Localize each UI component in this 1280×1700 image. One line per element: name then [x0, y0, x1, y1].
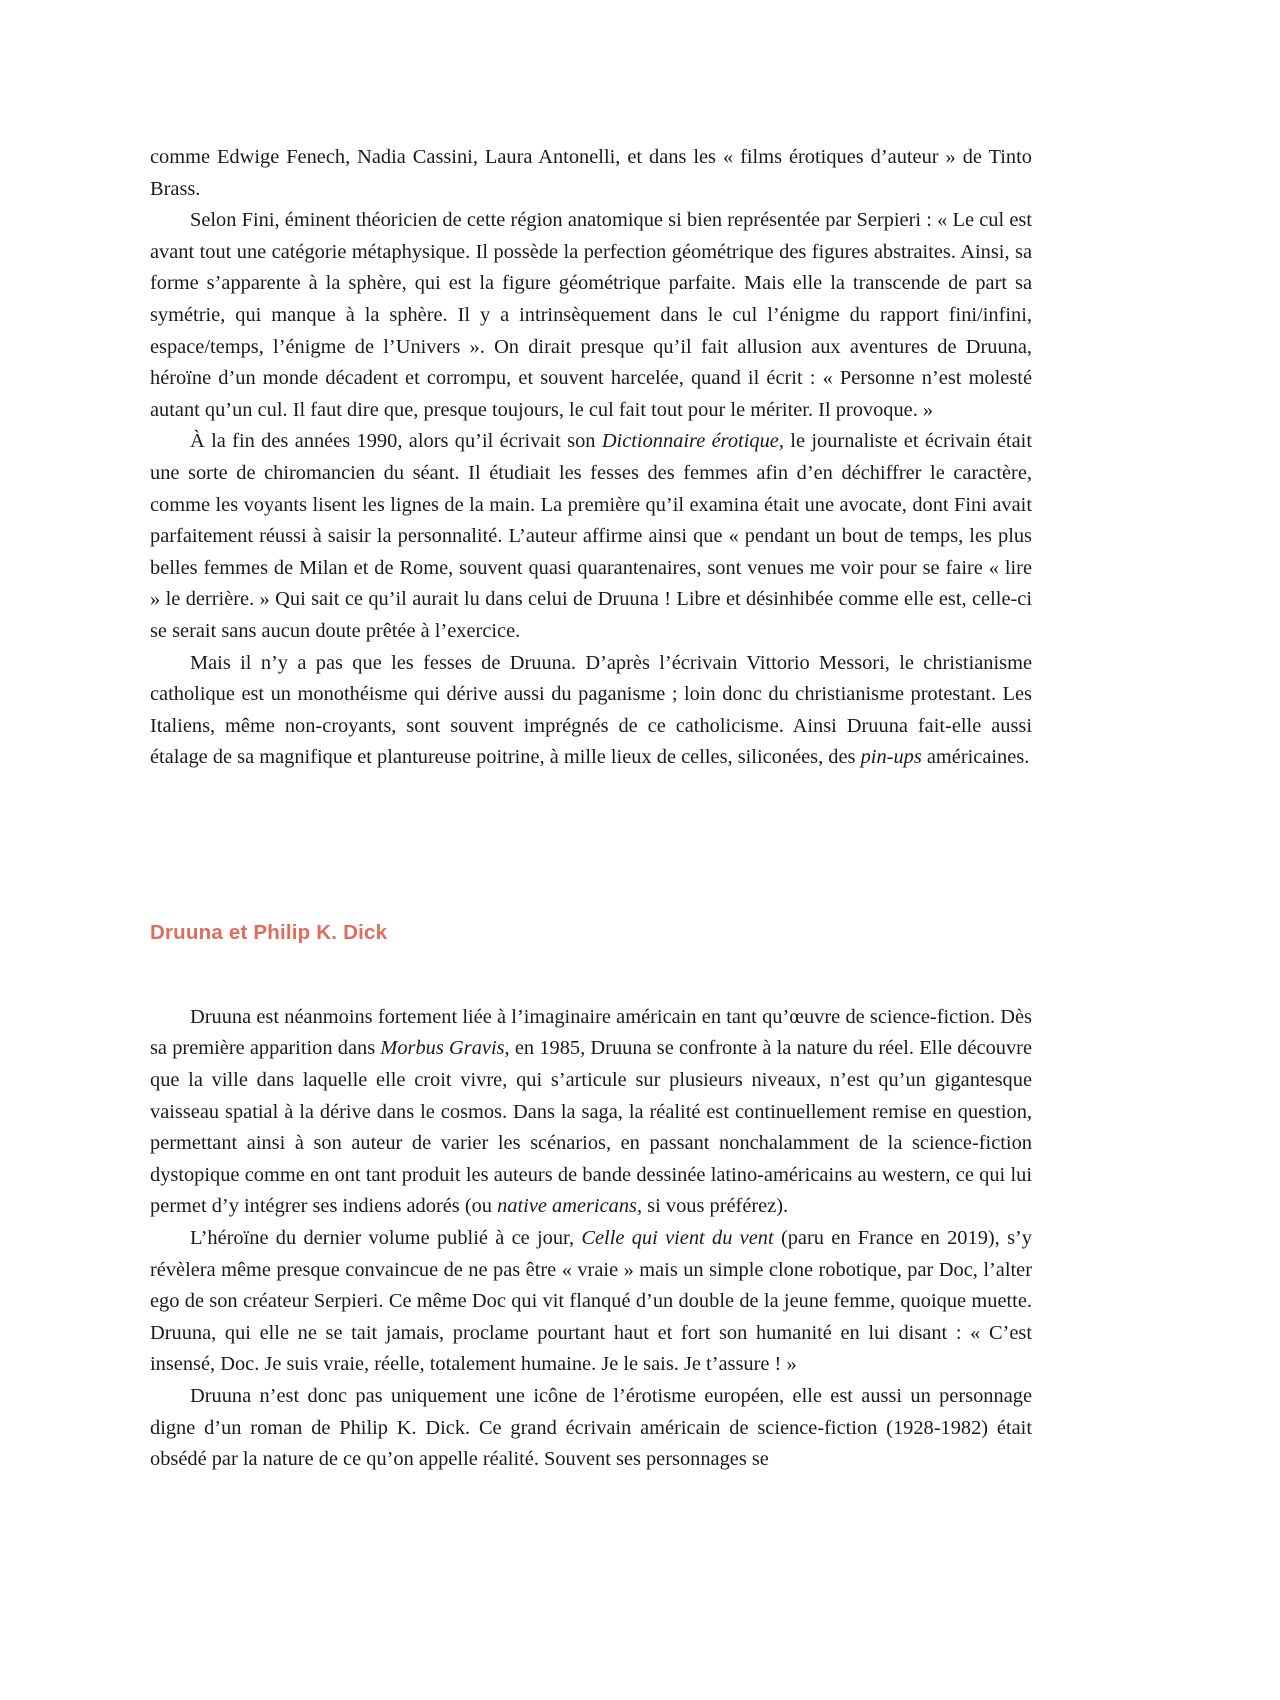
book-title-morbus-gravis: Morbus Gravis [380, 1037, 505, 1060]
book-title-dictionnaire-erotique: Dictionnaire érotique [601, 430, 779, 453]
text-column [150, 142, 1032, 1476]
paragraph-morbus-gravis [150, 1002, 1032, 1223]
text-run: Mais il n’y a pas que les fesses de Druuna. D’après l’écrivain Vittorio Messori, le christianisme catholique est un monothéisme qui dérive aussi du paganisme ; loin donc du christianisme protestant. Les Italiens, même non-croyants, sont souvent imprégnés de ce catholicisme. Ainsi Druuna fait-elle aussi étalage de sa magnifique et plantureuse poitrine, à mille lieux de celles, siliconées, des [150, 651, 1032, 769]
text-run: américaines. [921, 746, 1030, 769]
text-run: , en 1985, Druuna se confronte à la nature du réel. Elle découvre que la ville dans laquelle elle croit vivre, qui s’articule sur plusieurs niveaux, n’est qu’un gigantesque vaisseau spatial à la dérive dans le cosmos. Dans la saga, la réalité est continuellement remise en question, permettant ainsi à son auteur de varier les scénarios, en passant nonchalamment de la science-fiction dystopique comme en ont tant produit les auteurs de bande dessinée latino-américains au western, ce qui lui permet d’y intégrer ses indiens adorés (ou [150, 1037, 1032, 1218]
italic-term-native-americans: native americans [497, 1195, 637, 1218]
text-run: (paru en France en 2019), s’y révèlera même presque convaincue de ne pas être « vraie » mais un simple clone robotique, par Doc, l’alter ego de son créateur Serpieri. Ce même Doc qui vit flanqué d’un double de la jeune femme, quoique muette. Druuna, qui elle ne se tait jamais, proclame pourtant haut et fort son humanité en lui disant : « C’est insensé, Doc. Je suis vraie, réelle, totalement humaine. Je le sais. Je t’assure ! » [150, 1227, 1032, 1376]
paragraph-dictionnaire-erotique [150, 426, 1032, 647]
paragraph-vittorio-messori [150, 648, 1032, 774]
paragraph-celle-qui-vient-du-vent [150, 1223, 1032, 1381]
paragraph-philip-k-dick: Druuna n’est donc pas uniquement une icône de l’érotisme européen, elle est aussi un personnage digne d’un roman de Philip K. Dick. Ce grand écrivain américain de science-fiction (1928-1982) était obsédé par la nature de ce qu’on appelle réalité. Souvent ses personnages se [150, 1385, 1032, 1471]
text-run: , le journaliste et écrivain était une sorte de chiromancien du séant. Il étudiait les fesses des femmes afin d’en déchiffrer le caractère, comme les voyants lisent les lignes de la main. La première qu’il examina était une avocate, dont Fini avait parfaitement réussi à saisir la personnalité. L’auteur affirme ainsi que « pendant un bout de temps, les plus belles femmes de Milan et de Rome, souvent quasi quarantenaires, sont venues me voir pour se faire « lire » le derrière. » Qui sait ce qu’il aurait lu dans celui de Druuna ! Libre et désinhibée comme elle est, celle-ci se serait sans aucun doute prêtée à l’exercice. [150, 430, 1032, 642]
heading-top-spacer [150, 774, 1032, 920]
book-title-celle-qui-vient-du-vent: Celle qui vient du vent [581, 1227, 774, 1250]
heading-bottom-spacer [150, 946, 1032, 1002]
paragraph-selon-fini: Selon Fini, éminent théoricien de cette région anatomique si bien représentée par Serpieri : « Le cul est avant tout une catégorie métaphysique. Il possède la perfection géométrique des figures abstraites. Ainsi, sa forme s’apparente à la sphère, qui est la figure géométrique parfaite. Mais elle la transcende de part sa symétrie, qui manque à la sphère. Il y a intrinsèquement dans le cul l’énigme du rapport fini/infini, espace/temps, l’énigme de l’Univers ». On dirait presque qu’il fait allusion aux aventures de Druuna, héroïne d’un monde décadent et corrompu, et souvent harcelée, quand il écrit : « Personne n’est molesté autant qu’un cul. Il faut dire que, presque toujours, le cul fait tout pour le mériter. Il provoque. » [150, 209, 1032, 421]
text-run: À la fin des années 1990, alors qu’il écrivait son [190, 430, 602, 453]
text-run: Druuna est néanmoins fortement liée à l’imaginaire américain en tant qu’œuvre de science-fiction. Dès sa première apparition dans [150, 1005, 1032, 1060]
paragraph-continuation: comme Edwige Fenech, Nadia Cassini, Laura Antonelli, et dans les « films érotiques d’auteur » de Tinto Brass. [150, 146, 1032, 200]
italic-term-pin-ups: pin-ups [860, 746, 922, 769]
text-run: L’héroïne du dernier volume publié à ce jour, [190, 1227, 582, 1250]
text-run: , si vous préférez). [636, 1195, 789, 1218]
section-heading-druuna-philip-k-dick: Druuna et Philip K. Dick [150, 920, 388, 944]
